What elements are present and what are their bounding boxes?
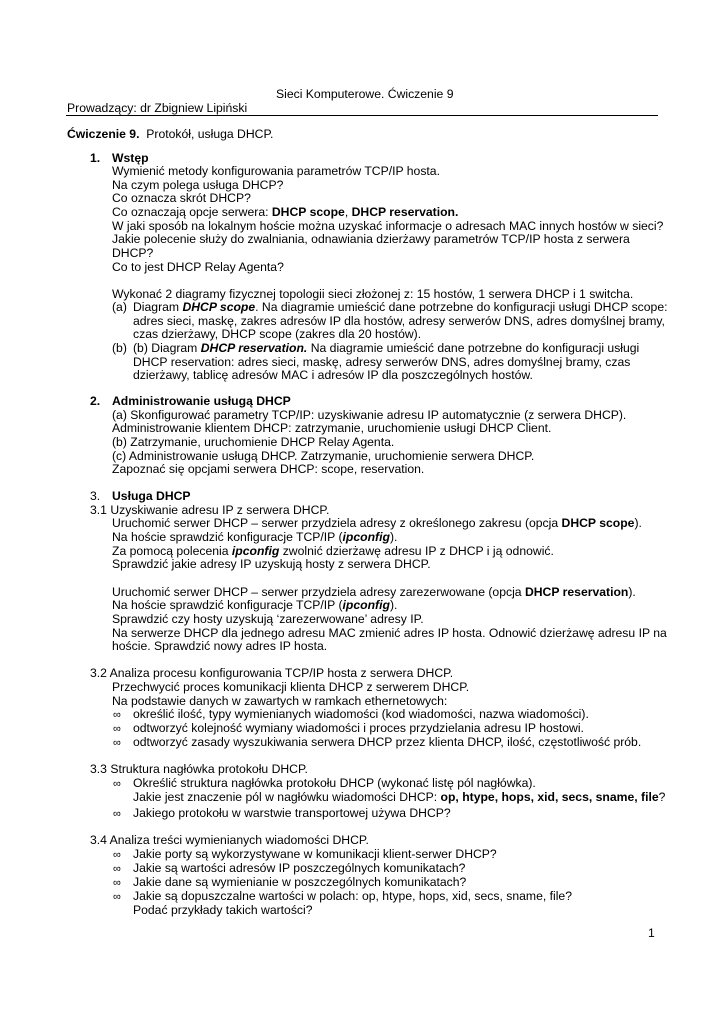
- s3-4-heading: 3.4 Analiza treści wymienianych wiadomości DHCP.: [90, 833, 369, 847]
- teacher-line: Prowadzący: dr Zbigniew Lipiński: [67, 101, 248, 115]
- s3-p6: [112, 598, 397, 612]
- s3-p2-text: Na hoście sprawdzić konfiguracje TCP/IP (: [112, 530, 343, 544]
- s2-line3: (b) Zatrzymanie, uruchomienie DHCP Relay Agenta.: [112, 435, 395, 449]
- section2-title: Administrowanie usługą DHCP: [112, 394, 291, 408]
- s3-bullet3: odtworzyć zasady wyszukiwania serwera DHCP przez klienta DHCP, ilość, częstotliwość prób.: [133, 735, 642, 749]
- header-divider: [66, 115, 658, 116]
- s3-p10: Przechwycić proces komunikacji klienta DHCP z serwerem DHCP.: [112, 680, 470, 694]
- s1-q2: Na czym polega usługa DHCP?: [112, 178, 284, 192]
- s1-a-rest: . Na diagramie umieścić dane potrzebne do konfiguracji usługi DHCP scope:: [255, 300, 668, 314]
- s1-a-line3: czas dzierżawy, DHCP scope (zakres dla 20 hostów).: [133, 327, 422, 341]
- s3-p3-cmd: ipconfig: [231, 544, 280, 558]
- bullet-icon: ∞: [113, 877, 121, 889]
- bullet-icon: ∞: [113, 723, 121, 735]
- s3-p5-reservation: DHCP reservation: [524, 585, 629, 599]
- s2-line4: (c) Administrowanie usługą DHCP. Zatrzymanie, uruchomienie serwera DHCP.: [112, 449, 535, 463]
- s1-q6-line2: DHCP?: [112, 246, 154, 260]
- s3-p2-end: ).: [389, 530, 398, 544]
- s1-task: Wykonać 2 diagramy fizycznej topologii sieci złożonej z: 15 hostów, 1 serwera DHCP i 1 switcha.: [112, 287, 634, 301]
- s3-p1: [112, 516, 642, 530]
- s1-q7: Co to jest DHCP Relay Agenta?: [112, 260, 284, 274]
- section3-title: Usługa DHCP: [112, 489, 191, 503]
- s1-q4: [112, 205, 458, 219]
- bullet-icon: ∞: [113, 709, 121, 721]
- s1-q4-scope: DHCP scope: [271, 205, 345, 219]
- s1-b-line3: dzierżawy, tablicę adresów MAC i adresów IP dla poszczególnych hostów.: [133, 368, 533, 382]
- s3-bullet7: Jakie są wartości adresów IP poszczególnych komunikatach?: [133, 861, 466, 875]
- s3-bullet1: określić ilość, typy wymienianych wiadomości (kod wiadomości, nazwa wiadomości).: [133, 707, 589, 721]
- s3-p1-end: ).: [634, 516, 642, 530]
- s3-p3: [112, 544, 554, 558]
- s3-p8: Na serwerze DHCP dla jednego adresu MAC zmienić adres IP hosta. Odnowić dzierżawę adresu IP na: [112, 626, 667, 640]
- s1-b-reservation: DHCP reservation.: [200, 341, 308, 355]
- s2-line5: Zapoznać się opcjami serwera DHCP: scope, reservation.: [112, 462, 425, 476]
- s3-p5-end: ).: [628, 585, 636, 599]
- s3-bullet4-cont-text: Jakie jest znaczenie pól w nagłówku wiadomości DHCP:: [133, 790, 441, 804]
- s3-p4: Sprawdzić jakie adresy IP uzyskują hosty z serwera DHCP.: [112, 557, 431, 571]
- s1-b-rest: Na diagramie umieścić dane potrzebne do konfiguracji usługi: [307, 341, 640, 355]
- s3-2-heading: 3.2 Analiza procesu konfigurowania TCP/IP hosta z serwera DHCP.: [90, 666, 454, 680]
- s1-a-scope: DHCP scope: [182, 300, 256, 314]
- s3-bullet2: odtworzyć kolejność wymiany wiadomości i proces przydzielania adresu IP hostowi.: [133, 721, 584, 735]
- bullet-icon: ∞: [113, 778, 121, 790]
- s1-a-line2: adres sieci, maskę, zakres adresów IP dla hostów, adresy serwerów DNS, adres domyślnej bramy,: [133, 314, 665, 328]
- s3-p5-text: Uruchomić serwer DHCP – serwer przydziela adresy zarezerwowane (opcja: [112, 585, 525, 599]
- s1-q3: Co oznacza skrót DHCP?: [112, 191, 251, 205]
- s3-p2: [112, 530, 397, 544]
- s1-q6-line1: Jakie polecenie służy do zwalniania, odnawiania dzierżawy parametrów TCP/IP hosta z serwera: [112, 232, 630, 246]
- s3-bullet4: Określić struktura nagłówka protokołu DHCP (wykonać listę pól nagłówka).: [133, 776, 536, 790]
- s1-b-line1: [133, 341, 639, 355]
- s3-bullet9: Jakie są dopuszczalne wartości w polach: op, htype, hops, xid, secs, sname, file?: [133, 889, 572, 903]
- s3-bullet9-cont: Podać przykłady takich wartości?: [133, 903, 313, 917]
- section1-number: 1.: [90, 151, 101, 165]
- s3-p3-text: Za pomocą polecenia: [112, 544, 232, 558]
- s3-bullet4-cont: [133, 790, 665, 804]
- s1-b-label: (b): [112, 341, 127, 355]
- s3-p7: Sprawdzić czy hosty uzyskują ‘zarezerwowane’ adresy IP.: [112, 612, 424, 626]
- s1-q4-text: Co oznaczają opcje serwera:: [112, 205, 272, 219]
- s3-p6-end: ).: [389, 598, 398, 612]
- s3-p1-scope: DHCP scope: [561, 516, 635, 530]
- s3-3-heading: 3.3 Struktura nagłówka protokołu DHCP.: [90, 762, 308, 776]
- bullet-icon: ∞: [113, 849, 121, 861]
- s1-q1: Wymienić metody konfigurowania parametrów TCP/IP hosta.: [112, 164, 440, 178]
- s3-bullet8: Jakie dane są wymienianie w poszczególnych komunikatach?: [133, 875, 467, 889]
- s3-p6-cmd: ipconfig: [342, 598, 390, 612]
- exercise-heading: [67, 127, 273, 141]
- bullet-icon: ∞: [113, 863, 121, 875]
- bullet-icon: ∞: [113, 808, 121, 820]
- s1-b-text: (b) Diagram: [133, 341, 201, 355]
- s3-p6-text: Na hoście sprawdzić konfiguracje TCP/IP (: [112, 598, 343, 612]
- s2-line1: (a) Skonfigurować parametry TCP/IP: uzyskiwanie adresu IP automatycznie (z serwera DHCP).: [112, 408, 627, 422]
- s3-p11: Na podstawie danych w zawartych w ramkach ethernetowych:: [112, 694, 448, 708]
- s3-1-heading: 3.1 Uzyskiwanie adresu IP z serwera DHCP.: [90, 503, 330, 517]
- s1-q4-sep: ,: [344, 205, 352, 219]
- s3-bullet4-end: ?: [658, 790, 666, 804]
- s1-a-label: (a): [112, 300, 127, 314]
- s3-p1-text: Uruchomić serwer DHCP – serwer przydziela adresy z określonego zakresu (opcja: [112, 516, 562, 530]
- exercise-label: Ćwiczenie 9.: [67, 127, 140, 141]
- s3-p3-rest: zwolnić dzierżawę adresu IP z DHCP i ją odnowić.: [279, 544, 554, 558]
- section2-number: 2.: [90, 394, 101, 408]
- page-number: 1: [648, 926, 655, 940]
- s3-bullet6: Jakie porty są wykorzystywane w komunikacji klient-serwer DHCP?: [133, 847, 497, 861]
- section3-number: 3.: [90, 489, 101, 503]
- s1-q5: W jaki sposób na lokalnym hoście można uzyskać informacje o adresach MAC innych hostów w sieci?: [112, 219, 664, 233]
- s1-a-line1: [133, 300, 668, 314]
- document-title: Sieci Komputerowe. Ćwiczenie 9: [276, 87, 454, 101]
- section1-title: Wstęp: [112, 151, 149, 165]
- s3-p5: [112, 585, 636, 599]
- bullet-icon: ∞: [113, 891, 121, 903]
- s2-line2: Administrowanie klientem DHCP: zatrzymanie, uruchomienie usługi DHCP Client.: [112, 421, 552, 435]
- s3-bullet4-fields: op, htype, hops, xid, secs, sname, file: [440, 790, 659, 804]
- s1-b-line2: DHCP reservation: adres sieci, maskę, adresy serwerów DNS, adres domyślnej bramy, czas: [133, 355, 631, 369]
- bullet-icon: ∞: [113, 737, 121, 749]
- s3-p2-cmd: ipconfig: [342, 530, 390, 544]
- s1-a-text: Diagram: [133, 300, 183, 314]
- s3-bullet5: Jakiego protokołu w warstwie transportowej używa DHCP?: [133, 806, 451, 820]
- s1-q4-reservation: DHCP reservation.: [351, 205, 459, 219]
- s3-p9: hoście. Sprawdzić nowy adres IP hosta.: [112, 639, 328, 653]
- exercise-text: Protokół, usługa DHCP.: [146, 127, 274, 141]
